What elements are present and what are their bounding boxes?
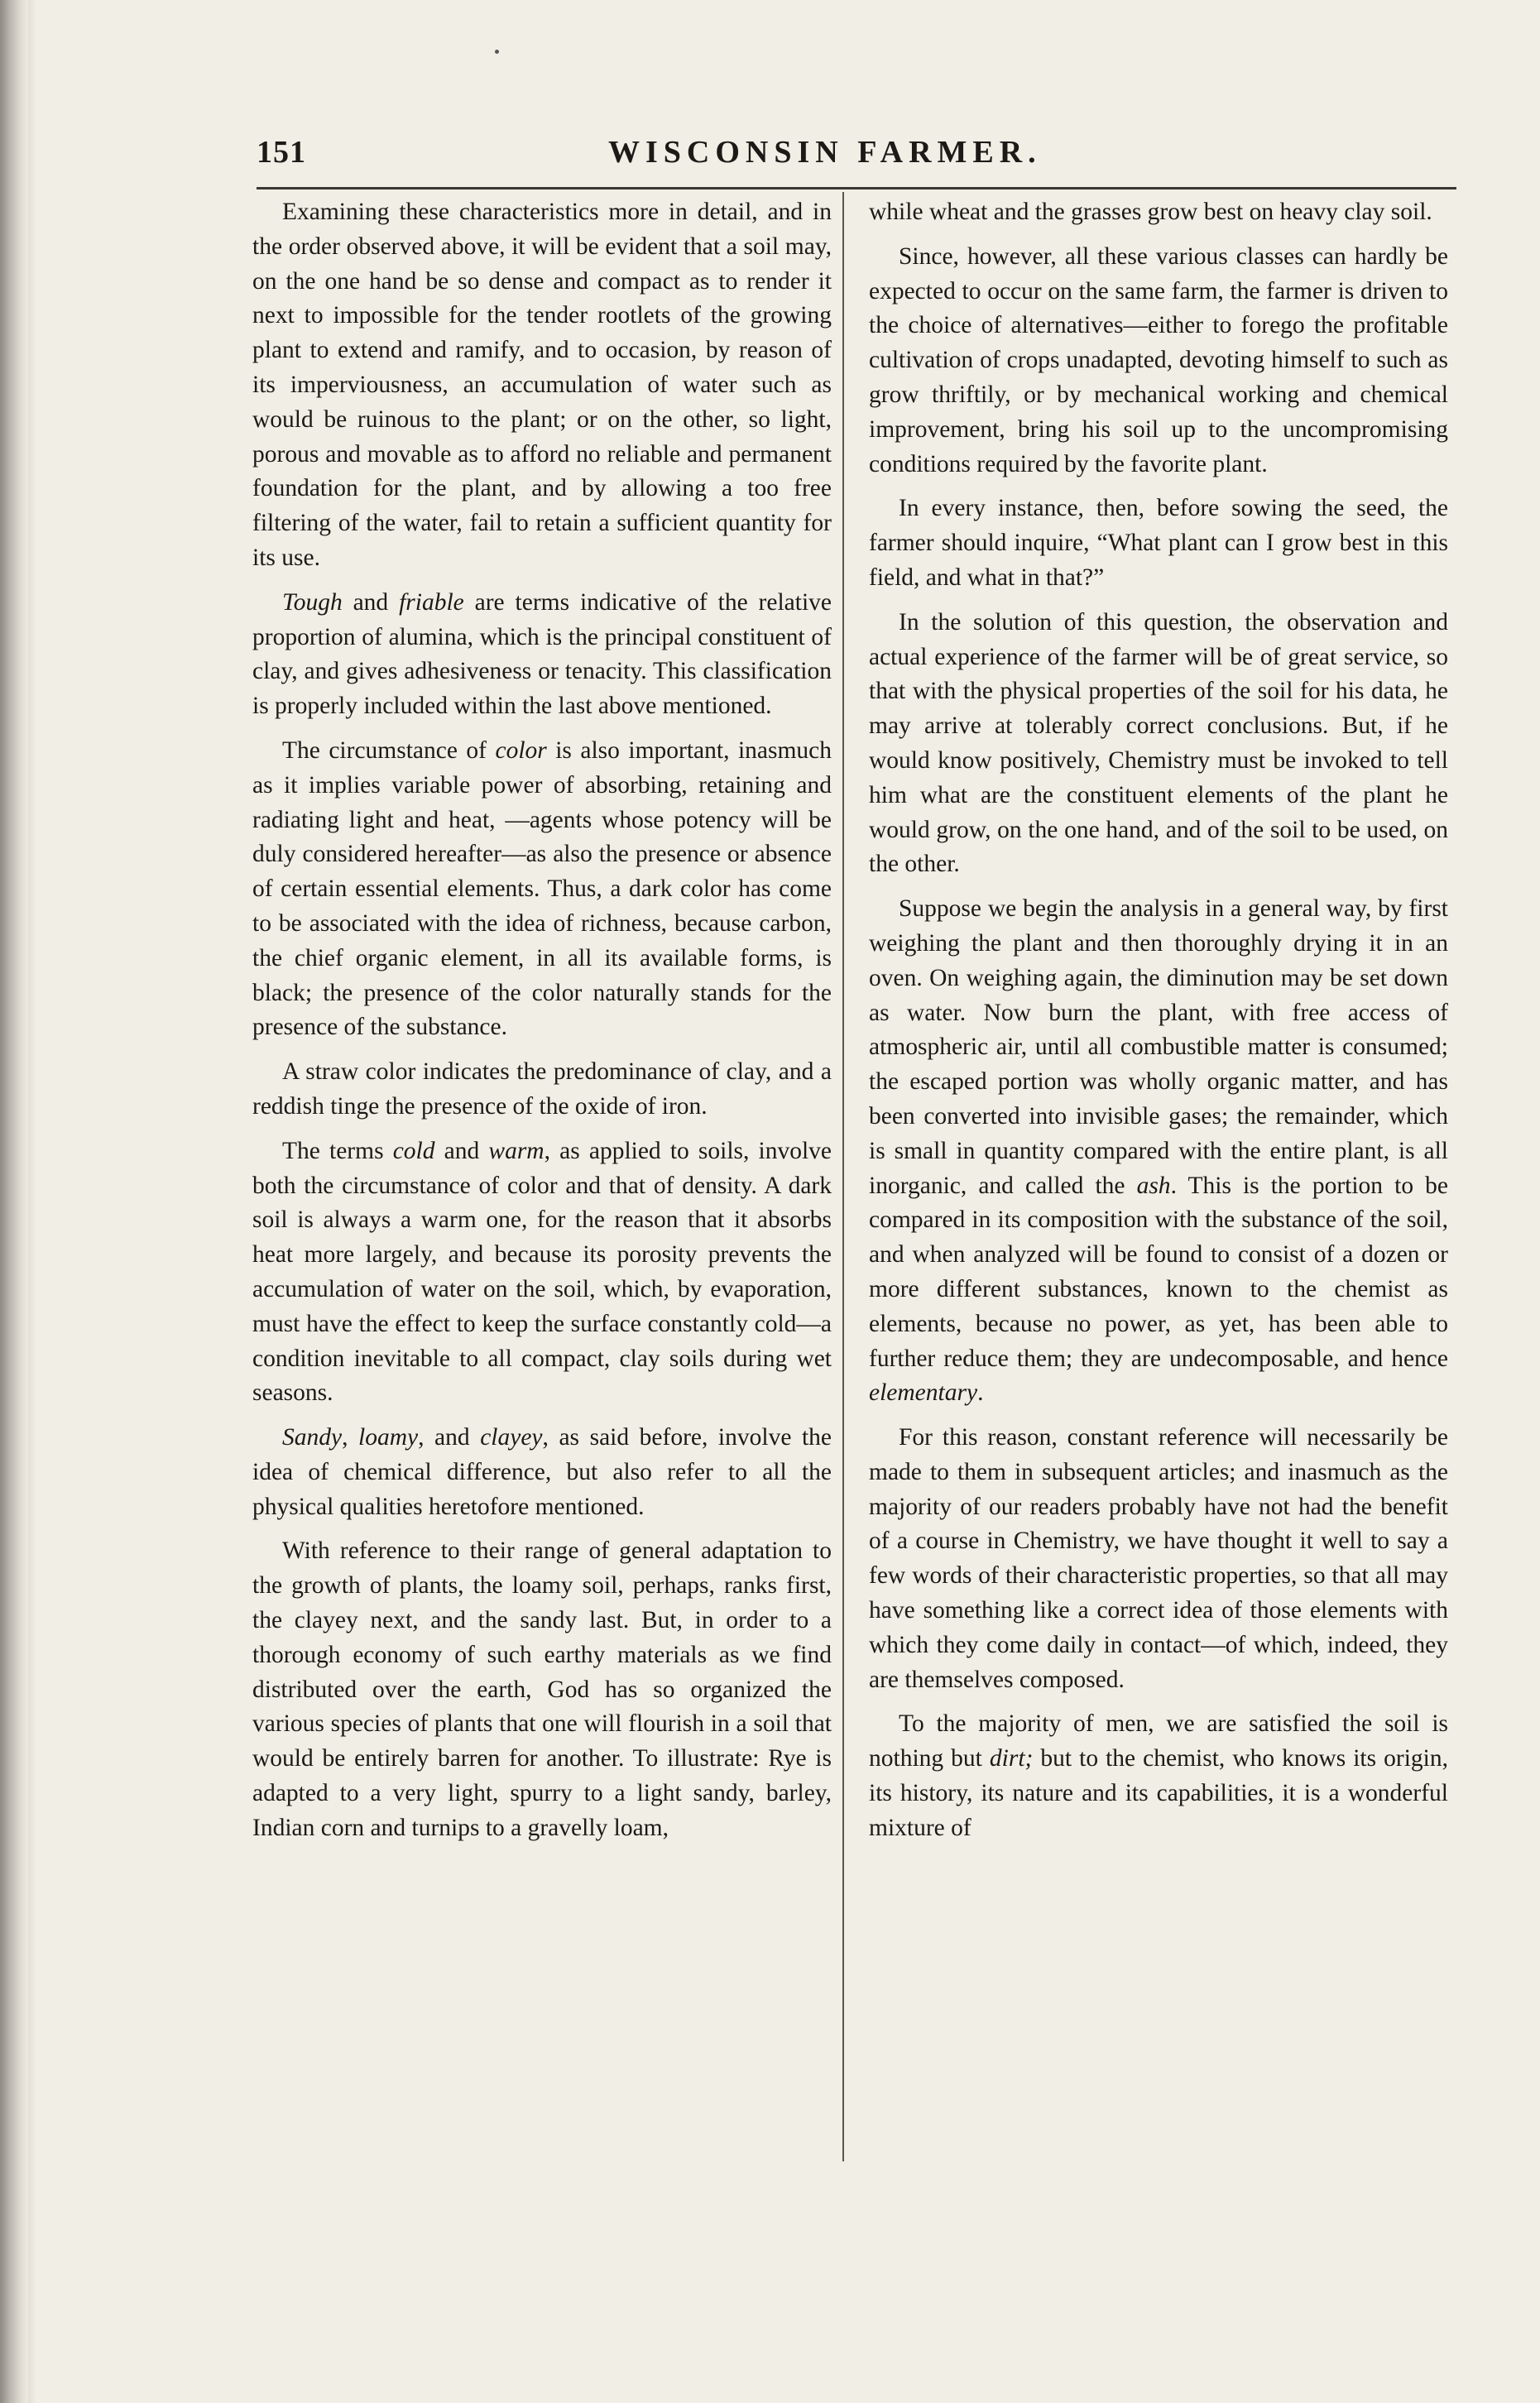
text-run: . (977, 1379, 984, 1407)
text-run: is also important, inasmuch as it implies variable power of absorbing, retaining and radiating light and heat, —agents whose potency will be duly considered hereafter—as also the presence or absence of certain essential elements. Thus, a dark color has come to be associated with the idea of richness, because carbon, the chief organic element, in all its available forms, is black; the presence of the color naturally stands for the presence of the substance. (252, 736, 832, 1041)
italic-term: ash (1136, 1172, 1171, 1199)
italic-term: loamy (358, 1424, 419, 1451)
italic-term: Tough (282, 588, 343, 616)
page-binding-shadow (0, 0, 28, 2403)
text-run: The terms (282, 1137, 393, 1164)
column-divider (842, 192, 844, 2161)
text-run: . This is the portion to be compared in its composition with the substance of the soil, and when analyzed will be found to consist of a dozen or more different substances, known to the chemist as elements, because no power, as yet, has been able to further reduce them; they are undecomposable, and hence (869, 1172, 1448, 1372)
text-run: Suppose we begin the analysis in a general way, by first weighing the plant and then thoroughly drying it in an oven. On weighing again, the diminution may be set down as water. Now burn the plant, with free access of atmospheric air, until all combustible matter is consumed; the escaped portion was wholly organic matter, and has been converted into invisible gases; the remainder, which is small in quantity compared with the entire plant, is all inorganic, and called the (869, 895, 1448, 1199)
paragraph: For this reason, constant reference will necessarily be made to them in subsequent articles; and inasmuch as the majority of our readers probably have not had the benefit of a course in Chemistry, we have thought it well to say a few words of their characteristic properties, so that all may have something like a correct idea of those elements with which they come daily in contact—of which, indeed, they are themselves composed. (869, 1424, 1448, 1693)
journal-title: WISCONSIN FARMER. (608, 135, 1042, 170)
italic-term: Sandy (282, 1424, 343, 1451)
text-run: but to the chemist, who knows its origin, its history, its nature and its capabilities, it is a wonderful mixture of (869, 1745, 1448, 1841)
paragraph (869, 892, 1448, 1411)
text-run: , as applied to soils, involve both the circumstance of color and that of density. A dark soil is always a warm one, for the reason that it absorbs heat more largely, and because its porosity prevents the accumulation of water on the soil, which, by evaporation, must have the effect to keep the surface constantly cold—a condition inevitable to all compact, clay soils during wet seasons. (252, 1137, 832, 1407)
header-rule (257, 187, 1456, 189)
paragraph: With reference to their range of general adaptation to the growth of plants, the loamy soil, perhaps, ranks first, the clayey next, and the sandy last. But, in order to a thorough economy of such earthy materials as we find distributed over the earth, God has so organized the various species of plants that one will flourish in a soil that would be entirely barren for another. To illustrate: Rye is adapted to a very light, spurry to a light sandy, barley, Indian corn and turnips to a gravelly loam, (252, 1537, 832, 1841)
paragraph (252, 1134, 832, 1411)
paragraph (252, 1421, 832, 1524)
italic-term: friable (399, 588, 464, 616)
page-number: 151 (257, 135, 306, 170)
text-run: The circumstance of (282, 736, 496, 764)
italic-term: elementary (869, 1379, 978, 1407)
paragraph: In every instance, then, before sowing the seed, the farmer should inquire, “What plant can I grow best in this field, and what in that?” (869, 495, 1448, 591)
page-binding-edge (28, 0, 36, 2403)
italic-term: clayey (480, 1424, 543, 1451)
paragraph-continued: while wheat and the grasses grow best on heavy clay soil. (869, 199, 1432, 225)
paragraph (869, 1707, 1448, 1845)
text-run: and (434, 1137, 489, 1164)
right-column (869, 195, 1448, 1846)
paragraph (252, 734, 832, 1045)
paragraph: Examining these characteristics more in detail, and in the order observed above, it will be evident that a soil may, on the one hand be so dense and compact as to render it next to impossible for the tender rootlets of the growing plant to extend and ramify, and to occasion, by reason of its imperviousness, an accumulation of water such as would be ruinous to the plant; or on the other, so light, porous and movable as to afford no reliable and permanent foundation for the plant, and by allowing a too free filtering of the water, fail to retain a sufficient quantity for its use. (252, 199, 832, 571)
text-run: and (342, 588, 400, 616)
ink-speck (495, 50, 499, 54)
paragraph: In the solution of this question, the observation and actual experience of the farmer will be of great service, so that with the physical properties of the soil for his data, he may arrive at tolerably correct conclusions. But, if he would know positively, Chemistry must be invoked to tell him what are the constituent elements of the plant he would grow, on the one hand, and of the soil to be used, on the other. (869, 608, 1448, 878)
italic-term: cold (392, 1137, 435, 1164)
text-run: are terms indicative of the relative proportion of alumina, which is the principal constituent of clay, and gives adhesiveness or tenacity. This classification is properly included within the last above mentioned. (252, 588, 832, 720)
paragraph (252, 586, 832, 724)
italic-term: color (495, 736, 547, 764)
paragraph: Since, however, all these various classes can hardly be expected to occur on the same farm, the farmer is driven to the choice of alternatives—either to forego the profitable cultivation of crops unadapted, devoting himself to such as grow thriftily, or by mechanical working and chemical improvement, bring his soil up to the uncompromising conditions required by the favorite plant. (869, 242, 1448, 477)
text-run: , (342, 1424, 359, 1451)
text-run: , and (418, 1424, 481, 1451)
text-run: To the majority of men, we are satisfied the soil is nothing but (869, 1710, 1448, 1772)
text-run: , as said before, involve the idea of chemical difference, but also refer to all the physical qualities heretofore mentioned. (252, 1424, 832, 1520)
page-header (257, 134, 1456, 175)
italic-term: dirt; (989, 1745, 1034, 1772)
paragraph: A straw color indicates the predominance of clay, and a reddish tinge the presence of the oxide of iron. (252, 1058, 832, 1120)
italic-term: warm (488, 1137, 545, 1164)
left-column (252, 195, 832, 1846)
